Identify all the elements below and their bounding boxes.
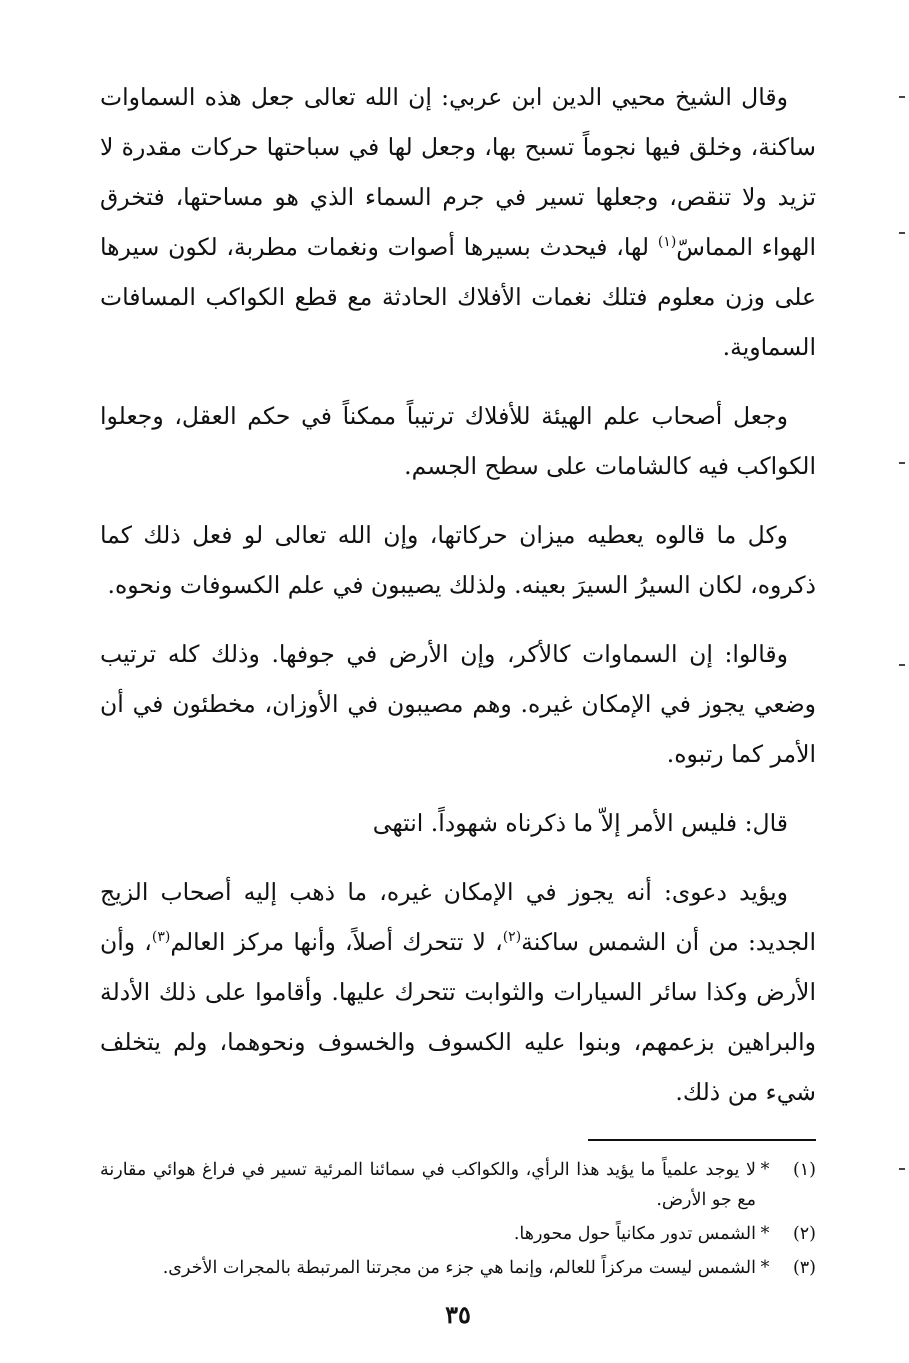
scan-edge-mark (899, 96, 905, 98)
footnote-3-number: (٣) (792, 1258, 816, 1278)
scan-edge-mark (899, 1168, 905, 1170)
paragraph-1-text: وقال الشيخ محيي الدين ابن عربي: إن الله تعالى جعل هذه السماوات ساكنة، وخلق فيها نجوماً تسبح بها، وجعل لها في سباحتها حركات مقدرة لا تزيد ولا تنقص، وجعلها تسير في جرم السماء الذي هو مساحتها، فتخرق الهواء المماسّ (100, 83, 817, 261)
footnote-ref-3[interactable]: (٣) (151, 929, 171, 946)
paragraph-1-text-continued: لها، فيحدث بسيرها أصوات ونغمات مطربة، لكون سيرها على وزن معلوم فتلك نغمات الأفلاك الحادثة مع قطع الكواكب المسافات السماوية. (100, 233, 816, 361)
scan-edge-mark (899, 664, 905, 666)
footnote-2-star-icon: * (760, 1224, 770, 1244)
paragraph-4-text: وقالوا: إن السماوات كالأكر، وإن الأرض في جوفها. وذلك كله ترتيب وضعي يجوز في الإمكان غيره. وهم مصيبون في الأوزان، مخطئون في أن الأمر كما رتبوه. (100, 640, 816, 768)
footnote-divider (588, 1139, 816, 1141)
paragraph-3 (100, 510, 816, 610)
footnote-3-text: الشمس ليست مركزاً للعالم، وإنما هي جزء من مجرتنا المرتبطة بالمجرات الأخرى. (162, 1258, 756, 1278)
footnote-1-text: لا يوجد علمياً ما يؤيد هذا الرأي، والكواكب في سمائنا المرئية تسير في فراغ هوائي مقارنة مع جو الأرض. (100, 1160, 756, 1210)
paragraph-3-text: وكل ما قالوه يعطيه ميزان حركاتها، وإن الله تعالى لو فعل ذلك كما ذكروه، لكان السيرُ السيرَ بعينه. ولذلك يصيبون في علم الكسوفات ونحوه. (100, 521, 816, 599)
paragraph-6 (100, 867, 816, 1117)
footnote-2-text: الشمس تدور مكانياً حول محورها. (513, 1224, 756, 1244)
page-number: ٣٥ (445, 1300, 471, 1329)
footnote-1-star-icon: * (760, 1160, 770, 1180)
scan-edge-mark (899, 462, 905, 464)
paragraph-6-text-continued: ، لا تتحرك أصلاً، وأنها مركز العالم (170, 928, 503, 956)
paragraph-2 (100, 391, 816, 491)
footnote-ref-2[interactable]: (٢) (502, 929, 522, 946)
footnotes-section (100, 1155, 816, 1283)
paragraph-1 (100, 72, 816, 372)
scan-edge-mark (899, 232, 905, 234)
paragraph-5 (100, 798, 816, 848)
paragraph-5-text: قال: فليس الأمر إلاّ ما ذكرناه شهوداً. انتهى (372, 809, 788, 837)
footnote-2 (100, 1219, 816, 1249)
paragraph-6-text-final: ، وأن الأرض وكذا سائر السيارات والثوابت تتحرك عليها. وأقاموا على ذلك الأدلة والبراهين بزعمهم، وبنوا عليه الكسوف والخسوف ونحوهما، ولم يتخلف شيء من ذلك. (100, 928, 816, 1106)
footnote-ref-1[interactable]: (١) (657, 234, 677, 251)
paragraph-2-text: وجعل أصحاب علم الهيئة للأفلاك ترتيباً ممكناً في حكم العقل، وجعلوا الكواكب فيه كالشامات على سطح الجسم. (100, 402, 816, 480)
footnote-3 (100, 1253, 816, 1283)
footnote-1-number: (١) (792, 1160, 816, 1180)
paragraph-4 (100, 629, 816, 779)
footnote-1 (100, 1155, 816, 1215)
footnote-2-number: (٢) (792, 1224, 816, 1244)
book-page (100, 72, 816, 1352)
footnote-3-star-icon: * (760, 1258, 770, 1278)
paragraph-6-text: ويؤيد دعوى: أنه يجوز في الإمكان غيره، ما ذهب إليه أصحاب الزيج الجديد: من أن الشمس ساكنة (100, 878, 816, 956)
